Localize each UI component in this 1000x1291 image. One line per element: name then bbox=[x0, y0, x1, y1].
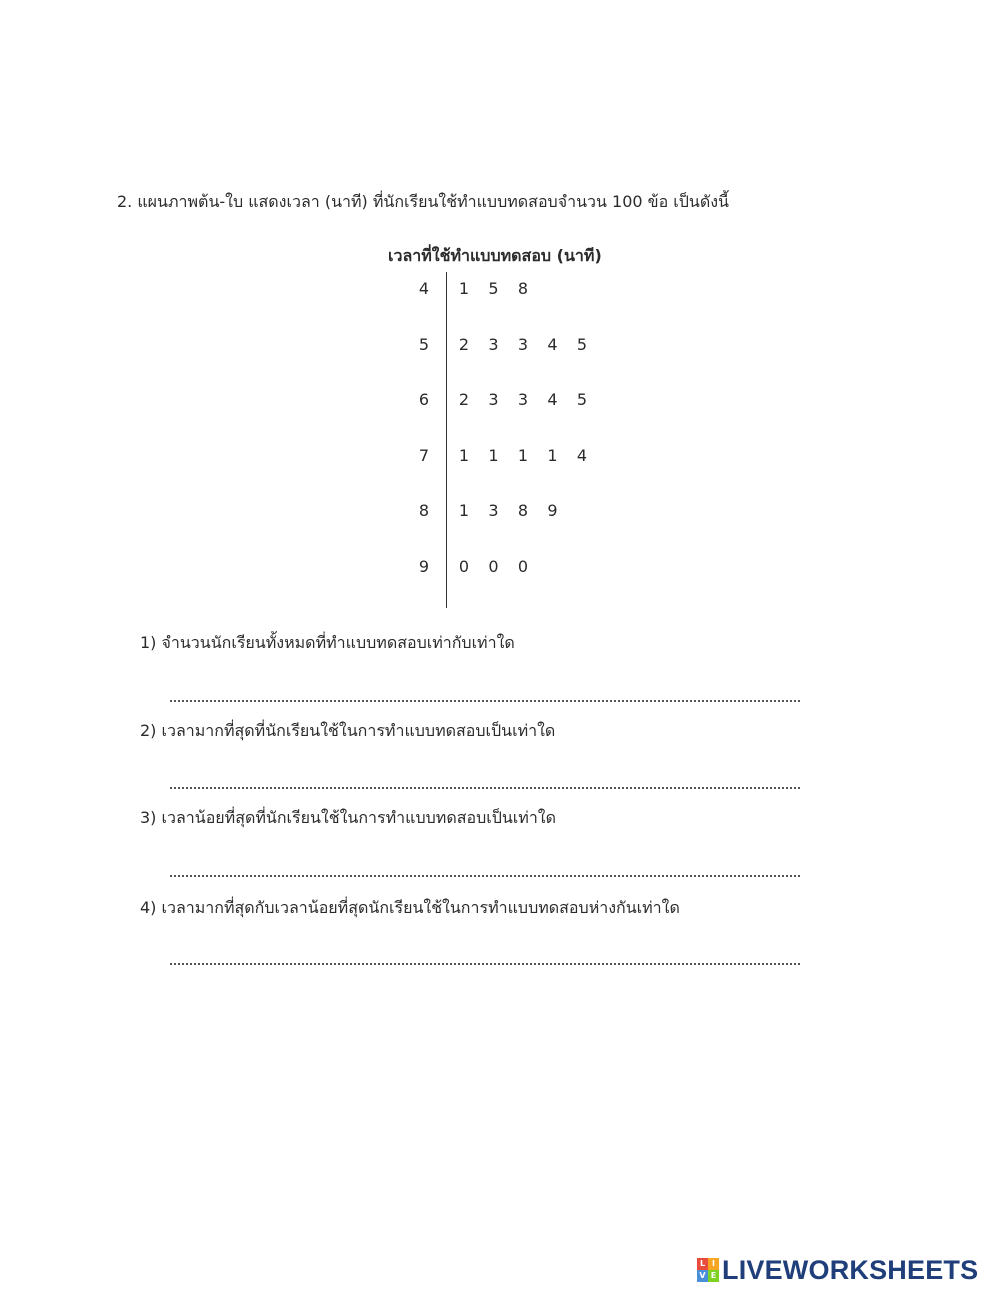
leaf-value: 4 bbox=[547, 390, 558, 409]
leaf-value: 1 bbox=[458, 279, 470, 298]
leaf-value: 5 bbox=[576, 390, 588, 409]
leaf-value: 3 bbox=[488, 501, 499, 520]
stem-leaf-title: เวลาที่ใช้ทำแบบทดสอบ (นาที) bbox=[388, 246, 602, 265]
stem-value: 7 bbox=[418, 445, 429, 465]
leaf-value: 1 bbox=[517, 445, 529, 465]
leaf-value: 0 bbox=[488, 556, 499, 576]
brand-text: LIVEWORKSHEETS bbox=[722, 1255, 979, 1285]
leaf-value: 4 bbox=[547, 334, 558, 354]
answer-line-3[interactable] bbox=[170, 875, 800, 877]
leaf-value: 5 bbox=[488, 279, 499, 298]
leaf-value: 3 bbox=[517, 334, 529, 354]
answer-line-2[interactable] bbox=[170, 787, 800, 789]
stem-row bbox=[0, 279, 1000, 301]
stem-row bbox=[0, 501, 1000, 523]
logo-tile: L bbox=[697, 1258, 708, 1270]
leaf-value: 1 bbox=[458, 501, 470, 520]
sub-question-3: 3) เวลาน้อยที่สุดที่นักเรียนใช้ในการทำแบบทดสอบเป็นเท่าใด bbox=[140, 808, 556, 827]
stem-value: 5 bbox=[418, 334, 429, 354]
stem-value: 4 bbox=[418, 279, 429, 298]
answer-line-1[interactable] bbox=[170, 700, 800, 702]
leaf-value: 8 bbox=[517, 501, 529, 520]
leaf-value: 0 bbox=[517, 556, 529, 576]
answer-line-4[interactable] bbox=[170, 963, 800, 965]
leaf-value: 2 bbox=[458, 390, 470, 409]
sub-question-1: 1) จำนวนนักเรียนทั้งหมดที่ทำแบบทดสอบเท่ากับเท่าใด bbox=[140, 633, 515, 652]
liveworksheets-brand[interactable] bbox=[697, 1255, 978, 1285]
stem-value: 6 bbox=[418, 390, 429, 409]
leaf-value: 5 bbox=[576, 334, 588, 354]
stem-row bbox=[0, 335, 1000, 357]
liveworksheets-logo-icon bbox=[697, 1258, 719, 1282]
leaf-value: 1 bbox=[547, 445, 558, 465]
stem-row bbox=[0, 446, 1000, 468]
logo-tile: V bbox=[697, 1270, 708, 1282]
leaf-value: 9 bbox=[547, 501, 558, 520]
leaf-value: 4 bbox=[576, 445, 588, 465]
stem-value: 9 bbox=[418, 556, 429, 576]
leaf-value: 0 bbox=[458, 556, 470, 576]
sub-question-4: 4) เวลามากที่สุดกับเวลาน้อยที่สุดนักเรียนใช้ในการทำแบบทดสอบห่างกันเท่าใด bbox=[140, 898, 680, 917]
leaf-value: 8 bbox=[517, 279, 529, 298]
logo-tile: E bbox=[708, 1270, 719, 1282]
leaf-value: 3 bbox=[517, 390, 529, 409]
leaf-value: 1 bbox=[488, 445, 499, 465]
stem-row bbox=[0, 557, 1000, 579]
stem-value: 8 bbox=[418, 501, 429, 520]
logo-tile: I bbox=[708, 1258, 719, 1270]
sub-question-2: 2) เวลามากที่สุดที่นักเรียนใช้ในการทำแบบทดสอบเป็นเท่าใด bbox=[140, 721, 556, 740]
stem-row bbox=[0, 390, 1000, 412]
leaf-value: 1 bbox=[458, 445, 470, 465]
leaf-value: 3 bbox=[488, 334, 499, 354]
question-heading: 2. แผนภาพต้น-ใบ แสดงเวลา (นาที) ที่นักเรียนใช้ทำแบบทดสอบจำนวน 100 ข้อ เป็นดังนี้ bbox=[117, 192, 729, 211]
leaf-value: 3 bbox=[488, 390, 499, 409]
leaf-value: 2 bbox=[458, 334, 470, 354]
